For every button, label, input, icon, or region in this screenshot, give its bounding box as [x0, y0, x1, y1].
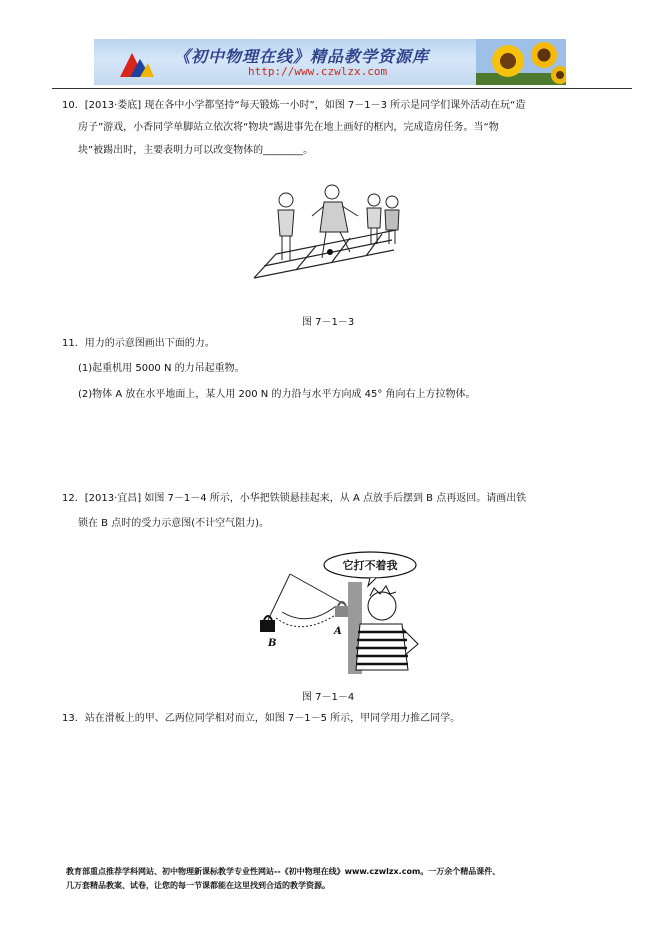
- q11-part-2: (2)物体 A 放在水平地面上，某人用 200 N 的力沿与水平方向成 45° 角向右上方拉物体。: [78, 389, 476, 400]
- label-a: A: [334, 626, 342, 637]
- child-left: [278, 193, 294, 260]
- child-jumping: [312, 185, 358, 258]
- q12-line-2: 锁在 B 点时的受力示意图(不计空气阻力)。: [78, 518, 270, 529]
- site-logo: [116, 49, 156, 81]
- hopscotch-illustration: [246, 180, 404, 292]
- q10-line-2: 房子”游戏，小香同学单脚站立依次将“物块”踢进事先在地上画好的框内，完成造房任务。当“物: [78, 122, 499, 133]
- q12-line-1: 12．[2013·宜昌] 如图 7－1－4 所示，小华把铁锁悬挂起来，从 A 点放手后摆到 B 点再返回。请画出铁: [62, 493, 527, 504]
- label-b: B: [268, 638, 277, 649]
- lock-at-b: [260, 616, 275, 632]
- lock-at-a: [335, 602, 348, 617]
- child-right-2: [385, 196, 399, 244]
- boy-xiaohua: [348, 582, 418, 674]
- banner-url: http://www.czwlzx.com: [248, 65, 388, 78]
- banner-title: 《初中物理在线》精品教学资源库: [174, 47, 430, 66]
- speech-bubble-text: 它打不着我: [342, 559, 398, 572]
- pendulum-lock-illustration: [252, 548, 428, 674]
- block-object: [327, 249, 333, 255]
- q10-line-1: 10．[2013·娄底] 现在各中小学都坚持“每天锻炼一小时”，如图 7－1－3 所示是同学们课外活动在玩“造: [62, 100, 526, 111]
- q13-stem: 13．站在滑板上的甲、乙两位同学相对而立，如图 7－1－5 所示，甲同学用力推乙同学。: [62, 713, 461, 724]
- pendulum-string-a: [290, 574, 344, 604]
- figure-7-1-3-caption: 图 7－1－3: [302, 317, 355, 328]
- sunflower-image: [476, 39, 566, 85]
- header-banner: [94, 39, 566, 85]
- footer-line-1: 教育部重点推荐学科网站、初中物理新课标教学专业性网站--《初中物理在线》www.czwlzx.com。一万余个精品课件、: [66, 867, 501, 876]
- q11-part-1: (1)起重机用 5000 N 的力吊起重物。: [78, 363, 245, 374]
- q10-line-3: 块”被踢出时，主要表明力可以改变物体的________。: [78, 145, 314, 156]
- q11-stem: 11．用力的示意图画出下面的力。: [62, 338, 215, 349]
- header-rule: [52, 88, 632, 89]
- child-right-1: [367, 194, 381, 244]
- footer-line-2: 几万套精品教案、试卷，让您的每一节课都能在这里找到合适的教学资源。: [66, 881, 330, 890]
- figure-7-1-4-caption: 图 7－1－4: [302, 692, 355, 703]
- pendulum-string-b: [268, 574, 290, 620]
